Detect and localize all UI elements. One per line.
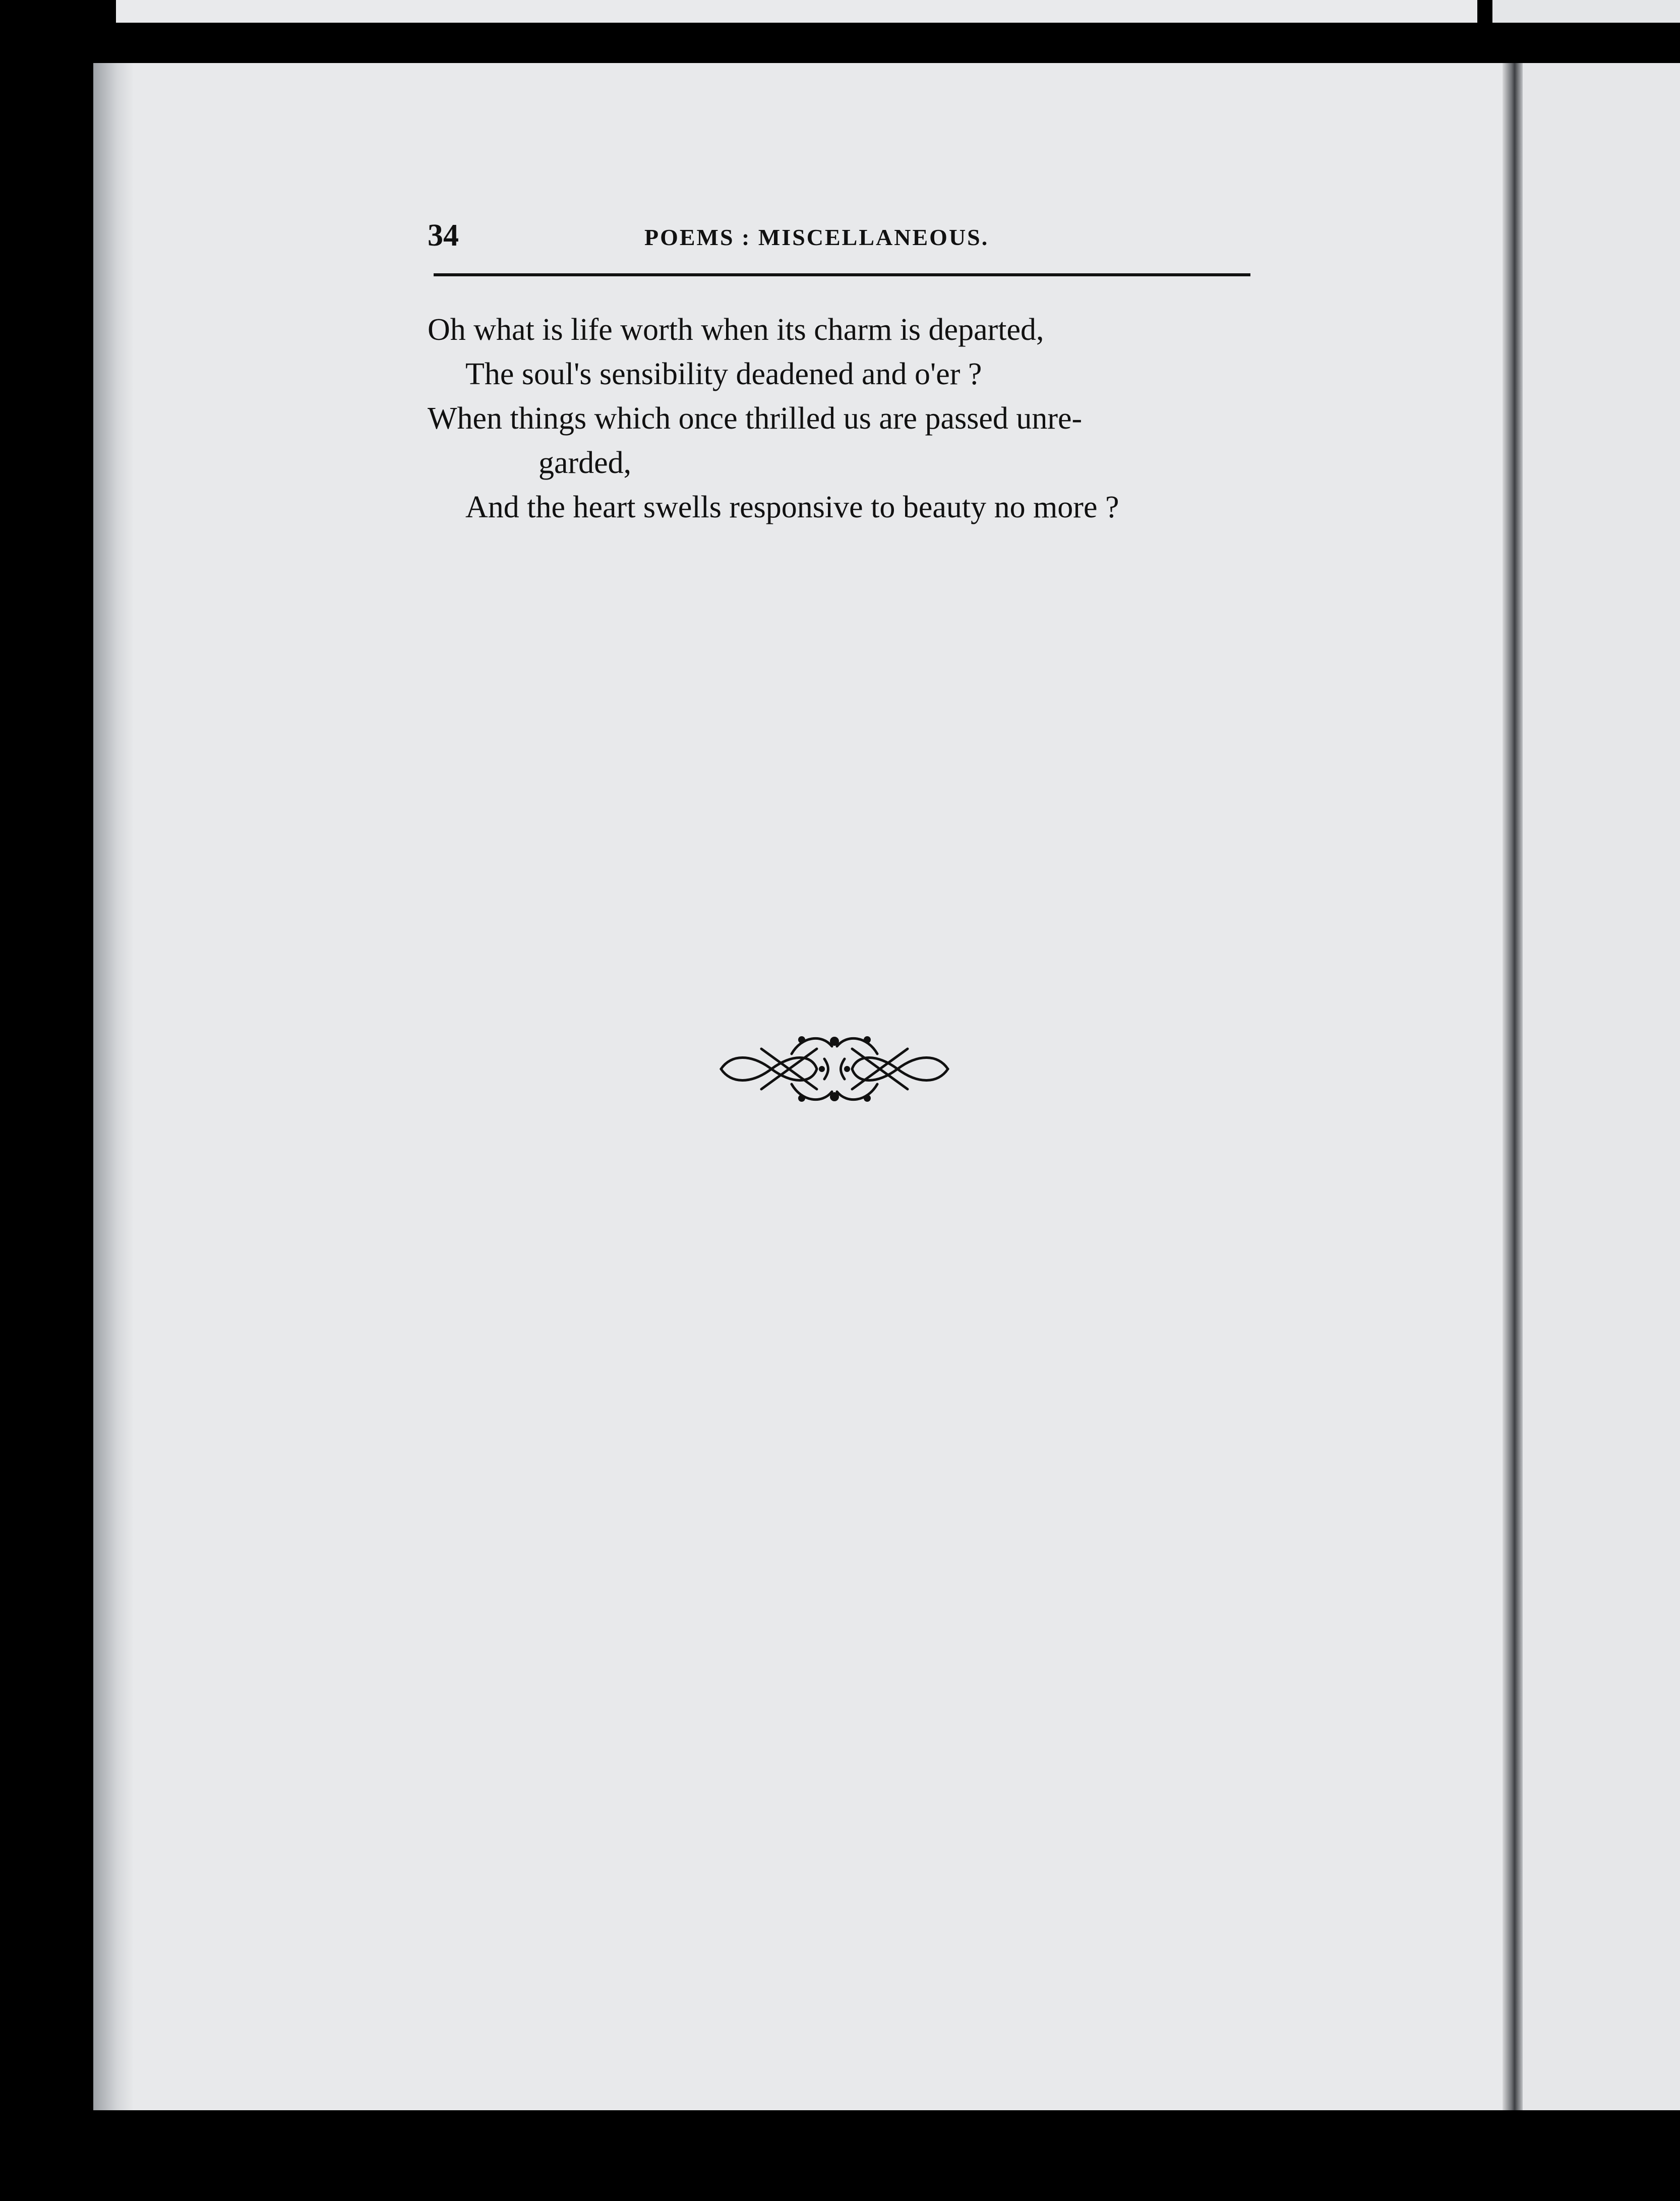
page-text-block bbox=[428, 212, 1254, 524]
poem-stanza bbox=[428, 308, 1254, 529]
page-number: 34 bbox=[428, 218, 459, 253]
facing-page-edge bbox=[1523, 63, 1680, 2110]
running-title: POEMS : MISCELLANEOUS. bbox=[644, 224, 989, 250]
header-rule bbox=[434, 273, 1250, 276]
poem-line: garded, bbox=[538, 446, 632, 480]
poem-line: When things which once thrilled us are passed unre- bbox=[428, 401, 1083, 436]
poem-line: Oh what is life worth when its charm is departed, bbox=[428, 313, 1044, 347]
page-left-edge-shadow bbox=[93, 63, 134, 2110]
poem-line: The soul's sensibility deadened and o'er ? bbox=[465, 357, 982, 391]
page-gutter bbox=[1503, 63, 1523, 2110]
tailpiece-ornament-icon bbox=[716, 1019, 953, 1119]
page-header bbox=[428, 212, 1254, 267]
previous-page-edge bbox=[116, 0, 1477, 23]
poem-line: And the heart swells responsive to beauty no more ? bbox=[465, 490, 1119, 524]
previous-page-edge-right bbox=[1492, 0, 1680, 23]
